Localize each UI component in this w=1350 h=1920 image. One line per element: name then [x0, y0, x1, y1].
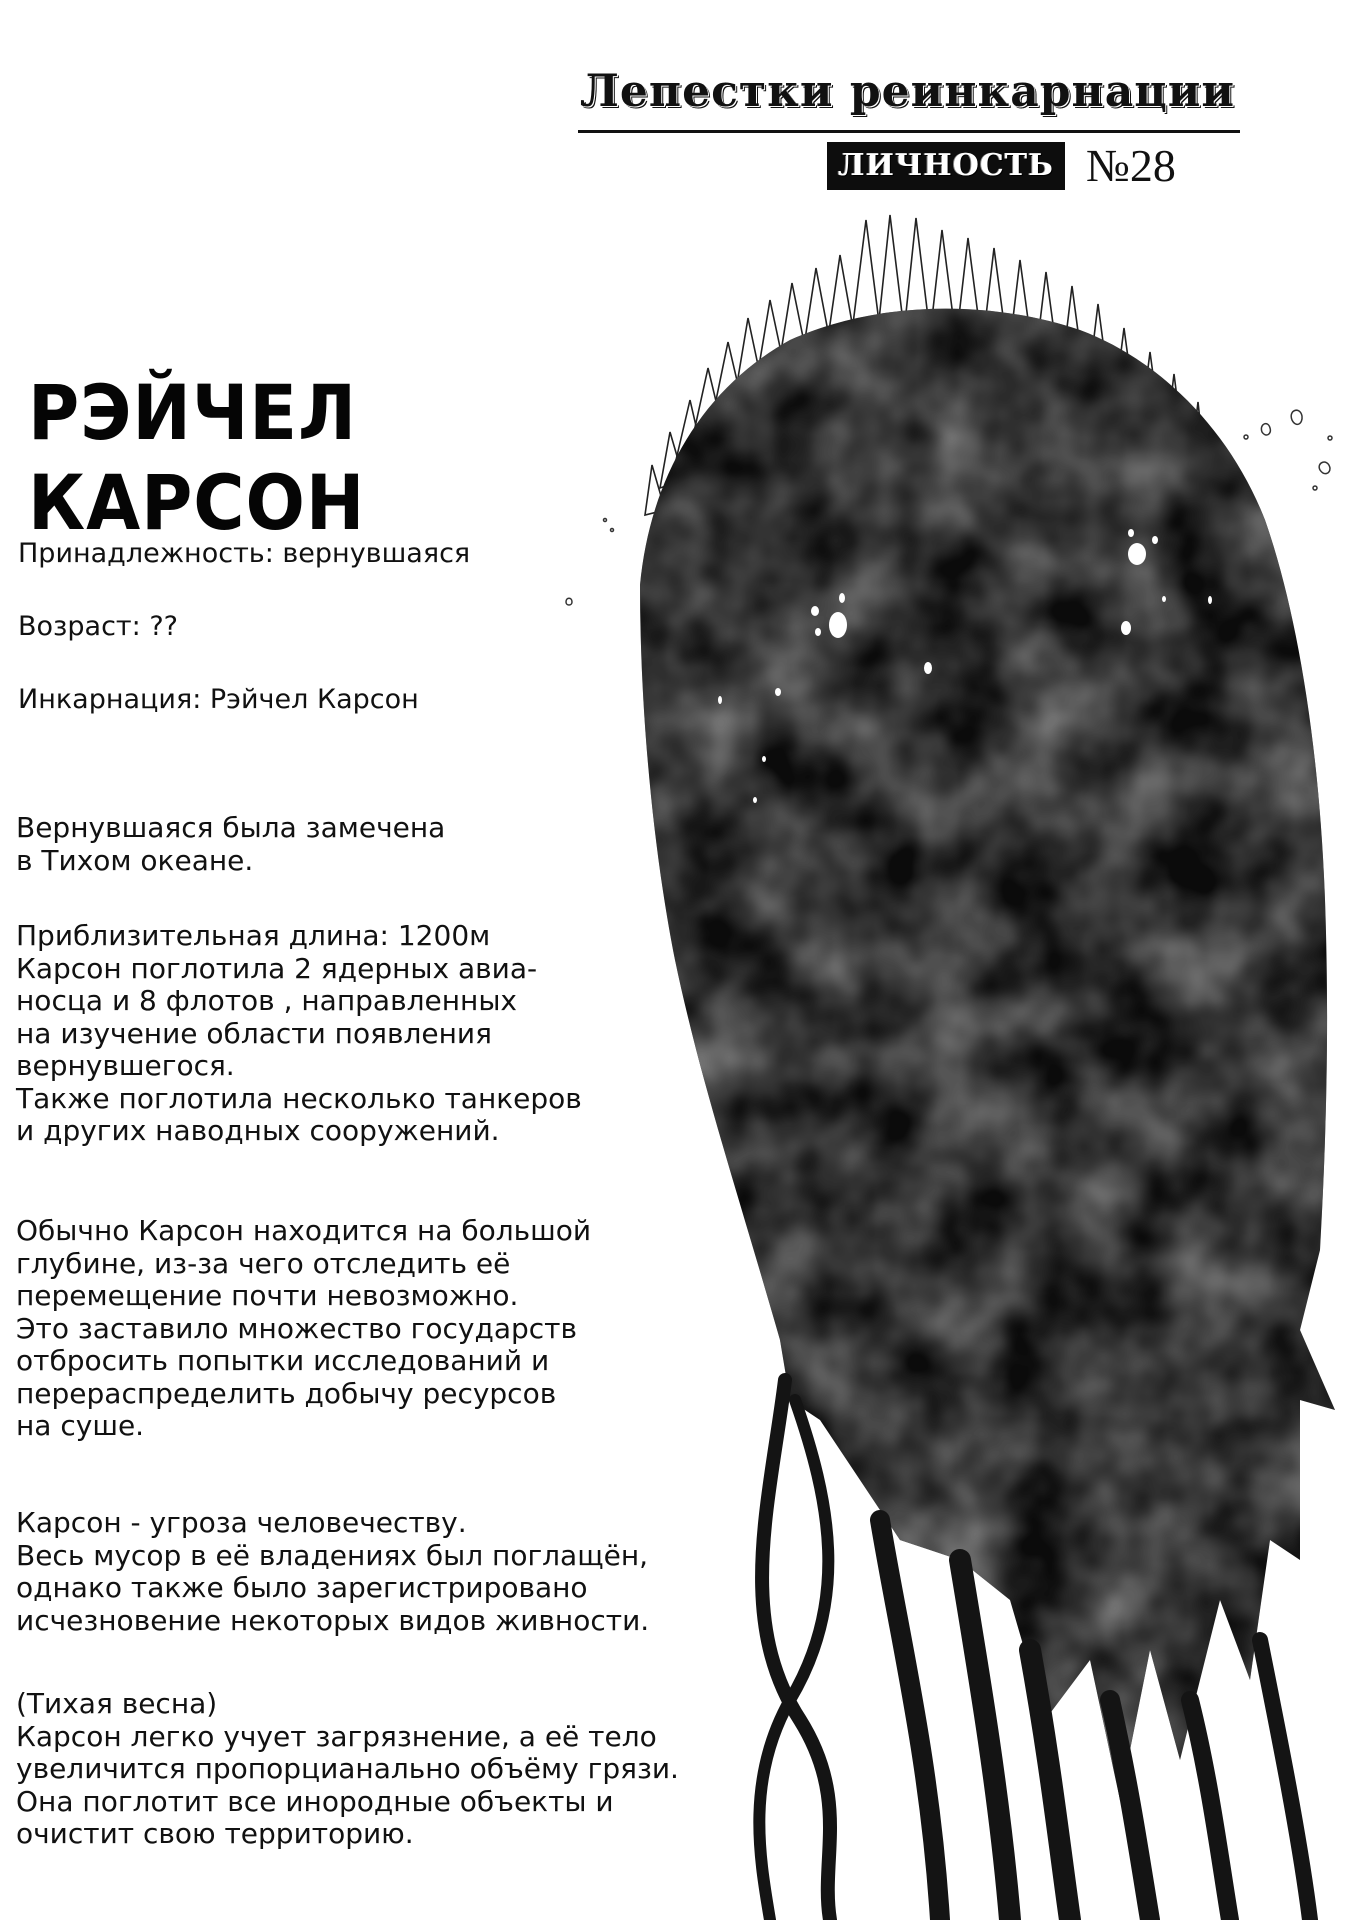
- paragraph-line: перераспределить добычу ресурсов: [16, 1376, 557, 1410]
- paragraph-line: глубине, из-за чего отследить её: [16, 1246, 511, 1280]
- section-badge: ЛИЧНОСТЬ: [827, 142, 1065, 190]
- profile-incarnation: Инкарнация: Рэйчел Карсон: [18, 684, 419, 715]
- profile-age: Возраст: ??: [18, 611, 178, 642]
- paragraph-line: отбросить попытки исследований и: [16, 1344, 550, 1377]
- paragraph-line: перемещение почти невозможно.: [16, 1279, 519, 1312]
- paragraph-line: однако также было зарегистрировано: [16, 1571, 588, 1604]
- issue-number: №28: [1086, 140, 1176, 191]
- paragraph-line: (Тихая весна): [16, 1687, 218, 1720]
- paragraph-line: Весь мусор в её владениях был поглащён,: [16, 1538, 649, 1572]
- paragraph-line: Она поглотит все инородные объекты и: [16, 1784, 614, 1818]
- paragraph-line: Это заставило множество государств: [16, 1311, 577, 1345]
- paragraph-silent-spring: [16, 1688, 679, 1851]
- paragraph-line: Карсон - угроза человечеству.: [16, 1506, 467, 1539]
- paragraph-threat: [16, 1507, 649, 1637]
- character-name: РЭЙЧЕЛ КАРСОН: [28, 368, 366, 547]
- paragraph-line: исчезновение некоторых видов живности.: [16, 1603, 650, 1637]
- paragraph-line: Также поглотила несколько танкеров: [16, 1081, 582, 1115]
- paragraph-depth: [16, 1215, 591, 1443]
- paragraph-line: Вернувшаяся была замечена: [16, 811, 446, 844]
- paragraph-line: Карсон поглотила 2 ядерных авиа-: [16, 951, 538, 985]
- paragraph-line: увеличится пропорцианально объёму грязи.: [16, 1752, 679, 1785]
- paragraph-line: Карсон легко учует загрязнение, а её тело: [16, 1719, 657, 1753]
- paragraph-line: в Тихом океане.: [16, 843, 254, 877]
- paragraph-line: очистит свою территорию.: [16, 1817, 414, 1850]
- header-divider: [578, 130, 1240, 133]
- profile-affiliation: Принадлежность: вернувшаяся: [18, 538, 471, 569]
- paragraph-line: на суше.: [16, 1409, 145, 1442]
- paragraph-line: носца и 8 флотов , направленных: [16, 984, 517, 1017]
- paragraph-size: [16, 920, 582, 1148]
- paragraph-line: и других наводных сооружений.: [16, 1114, 500, 1147]
- paragraph-line: вернувшегося.: [16, 1049, 235, 1082]
- paragraph-sighting: [16, 812, 445, 877]
- paragraph-line: Обычно Карсон находится на большой: [16, 1214, 592, 1247]
- paragraph-line: Приблизительная длина: 1200м: [16, 919, 491, 952]
- series-title: Лепестки реинкарнации: [579, 66, 1236, 117]
- paragraph-line: на изучение области появления: [16, 1016, 492, 1050]
